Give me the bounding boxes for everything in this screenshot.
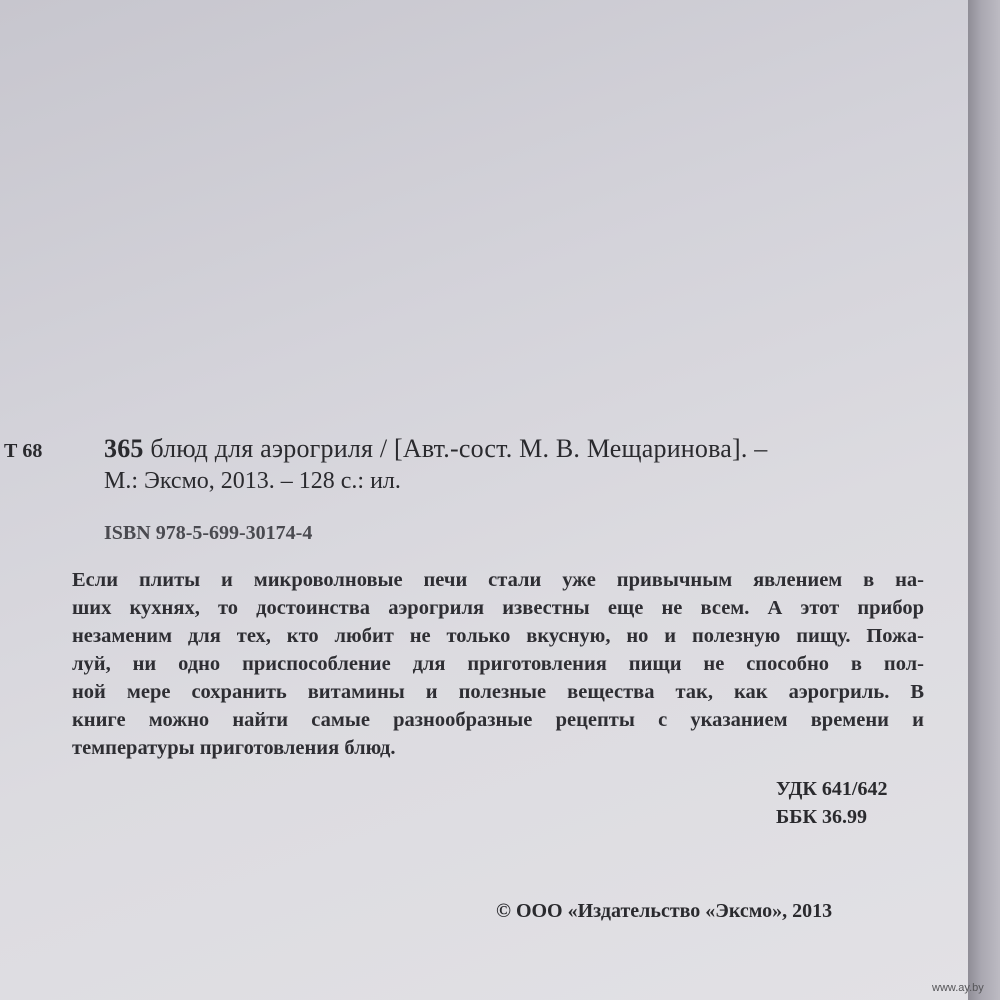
annotation-line: книге можно найти самые разнообразные рецепты с указанием времени и: [72, 709, 924, 731]
book-annotation: [72, 566, 924, 762]
page-edge-shadow: [968, 0, 1000, 1000]
catalog-code: Т 68: [4, 440, 43, 462]
bibliographic-title: [104, 434, 767, 464]
copyright-notice: © ООО «Издательство «Эксмо», 2013: [496, 900, 833, 922]
annotation-line: ной мере сохранить витамины и полезные вещества так, как аэрогриль. В: [72, 681, 924, 703]
bbk-code: ББК 36.99: [776, 806, 867, 828]
site-watermark: www.ay.by: [932, 982, 984, 994]
annotation-line: температуры приготовления блюд.: [72, 737, 396, 759]
annotation-line: Если плиты и микроволновые печи стали уже привычным явлением в на-: [72, 569, 924, 591]
annotation-line: незаменим для тех, кто любит не только вкусную, но и полезную пищу. Пожа-: [72, 625, 924, 647]
annotation-line: ших кухнях, то достоинства аэрогриля известны еще не всем. А этот прибор: [72, 597, 924, 619]
isbn-number: ISBN 978-5-699-30174-4: [104, 522, 313, 544]
udk-code: УДК 641/642: [776, 778, 888, 800]
title-number: 365: [104, 434, 144, 463]
imprint-line: М.: Эксмо, 2013. – 128 с.: ил.: [104, 468, 401, 494]
title-rest: блюд для аэрогриля / [Авт.-сост. М. В. Мещаринова]. –: [150, 434, 768, 463]
annotation-line: луй, ни одно приспособление для приготовления пищи не способно в пол-: [72, 653, 924, 675]
